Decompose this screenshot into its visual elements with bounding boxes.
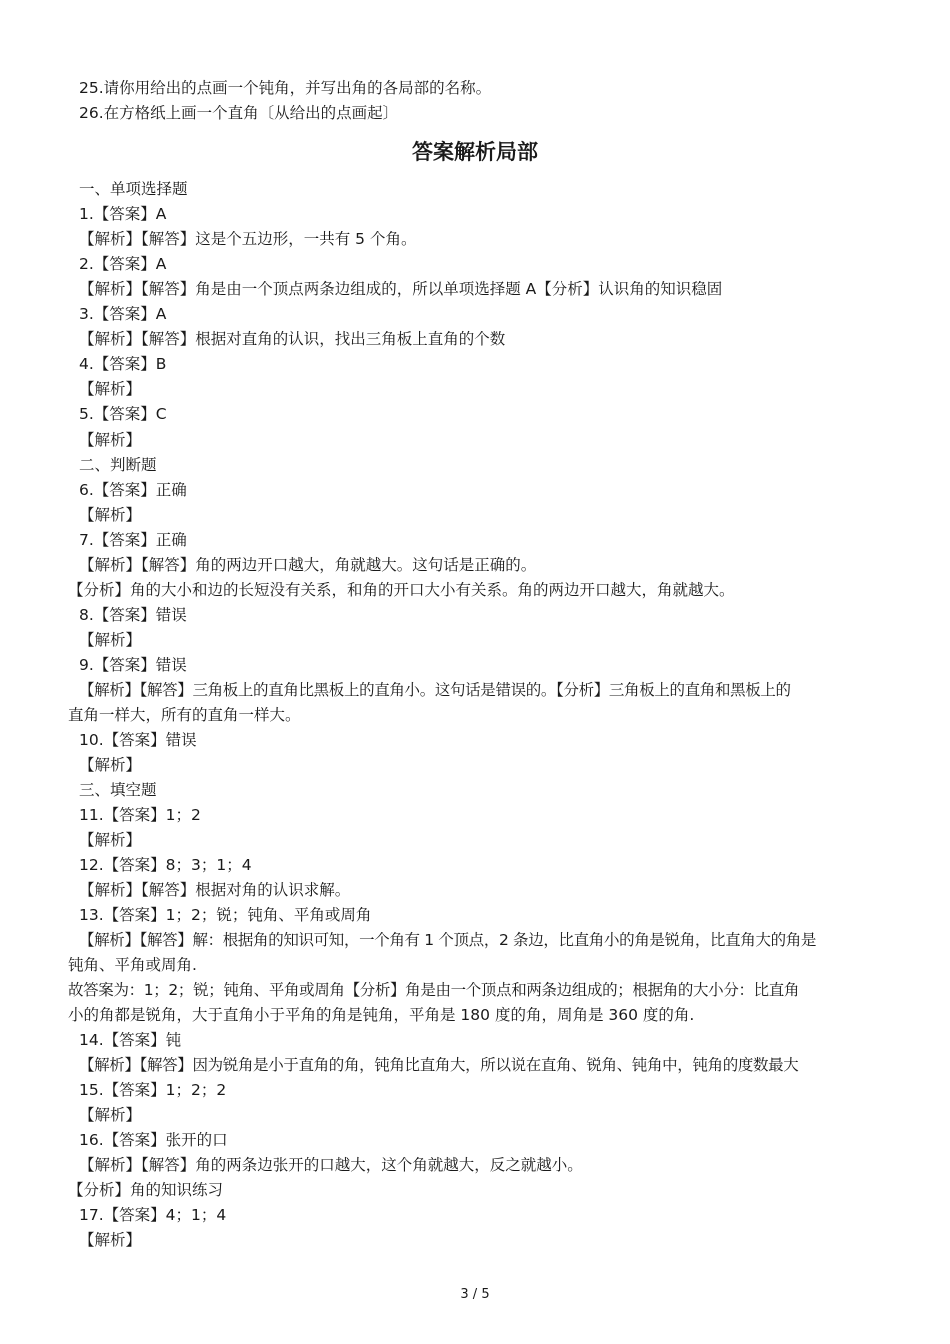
answer-line: 12.【答案】8；3；1；4 [79,856,252,874]
answer-line: 10.【答案】错误 [79,731,197,749]
explanation-line: 【解析】【解答】这是个五边形，一共有 5 个角。 [79,230,417,248]
answer-line: 17.【答案】4；1；4 [79,1206,227,1224]
answer-line: 11.【答案】1；2 [79,806,201,824]
explanation-continuation: 钝角、平角或周角. [68,956,197,974]
explanation-line: 【解析】 [79,431,142,449]
section-heading: 三、填空题 [79,781,157,799]
section-title: 答案解析局部 [412,140,538,164]
explanation-line: 【解析】 [79,380,142,398]
analysis-line: 【分析】角的知识练习 [68,1181,224,1199]
explanation-line: 【解析】 [79,1106,142,1124]
explanation-line: 【解析】【解答】角的两条边张开的口越大，这个角就越大，反之就越小。 [79,1156,583,1174]
analysis-continuation: 小的角都是锐角，大于直角小于平角的角是钝角，平角是 180 度的角，周角是 360 度的角. [68,1006,695,1024]
explanation-line: 【解析】【解答】角是由一个顶点两条边组成的，所以单项选择题 A【分析】认识角的知识稳固 [79,280,723,298]
answer-line: 14.【答案】钝 [79,1031,182,1049]
page-number: 3 / 5 [460,1287,490,1302]
answer-line: 7.【答案】正确 [79,531,187,549]
answer-line: 9.【答案】错误 [79,656,187,674]
answer-line: 13.【答案】1；2；锐；钝角、平角或周角 [79,906,372,924]
analysis-line: 【分析】角的大小和边的长短没有关系，和角的开口大小有关系。角的两边开口越大，角就越大。 [68,581,735,599]
explanation-line: 【解析】 [79,506,142,524]
explanation-continuation: 直角一样大，所有的直角一样大。 [68,706,301,724]
explanation-line: 【解析】 [79,1231,142,1249]
answer-line: 1.【答案】A [79,205,167,223]
explanation-line: 【解析】【解答】三角板上的直角比黑板上的直角小。这句话是错误的。【分析】三角板上的直角和黑板上的 [79,681,791,699]
answer-line: 2.【答案】A [79,255,167,273]
answer-line: 16.【答案】张开的口 [79,1131,228,1149]
answer-line: 3.【答案】A [79,305,167,323]
answer-line: 15.【答案】1；2；2 [79,1081,227,1099]
explanation-line: 【解析】 [79,756,142,774]
explanation-line: 【解析】 [79,831,142,849]
question-26: 26.在方格纸上画一个直角〔从给出的点画起〕 [79,104,399,122]
section-heading: 二、判断题 [79,456,157,474]
explanation-line: 【解析】【解答】根据对直角的认识，找出三角板上直角的个数 [79,330,506,348]
explanation-line: 【解析】【解答】根据对角的认识求解。 [79,881,351,899]
question-25: 25.请你用给出的点画一个钝角，并写出角的各局部的名称。 [79,79,492,97]
explanation-line: 【解析】 [79,631,142,649]
explanation-line: 【解析】【解答】解：根据角的知识可知，一个角有 1 个顶点，2 条边，比直角小的角是锐角，比直角大的角是 [79,931,817,949]
section-heading: 一、单项选择题 [79,180,188,198]
answer-line: 6.【答案】正确 [79,481,187,499]
answer-line: 5.【答案】C [79,405,167,423]
answer-line: 8.【答案】错误 [79,606,187,624]
analysis-line: 故答案为：1；2；锐；钝角、平角或周角【分析】角是由一个顶点和两条边组成的；根据角的大小分：比直角 [68,981,800,999]
answer-line: 4.【答案】B [79,355,167,373]
explanation-line: 【解析】【解答】角的两边开口越大，角就越大。这句话是正确的。 [79,556,537,574]
explanation-line: 【解析】【解答】因为锐角是小于直角的角，钝角比直角大，所以说在直角、锐角、钝角中，钝角的度数最大 [79,1056,799,1074]
